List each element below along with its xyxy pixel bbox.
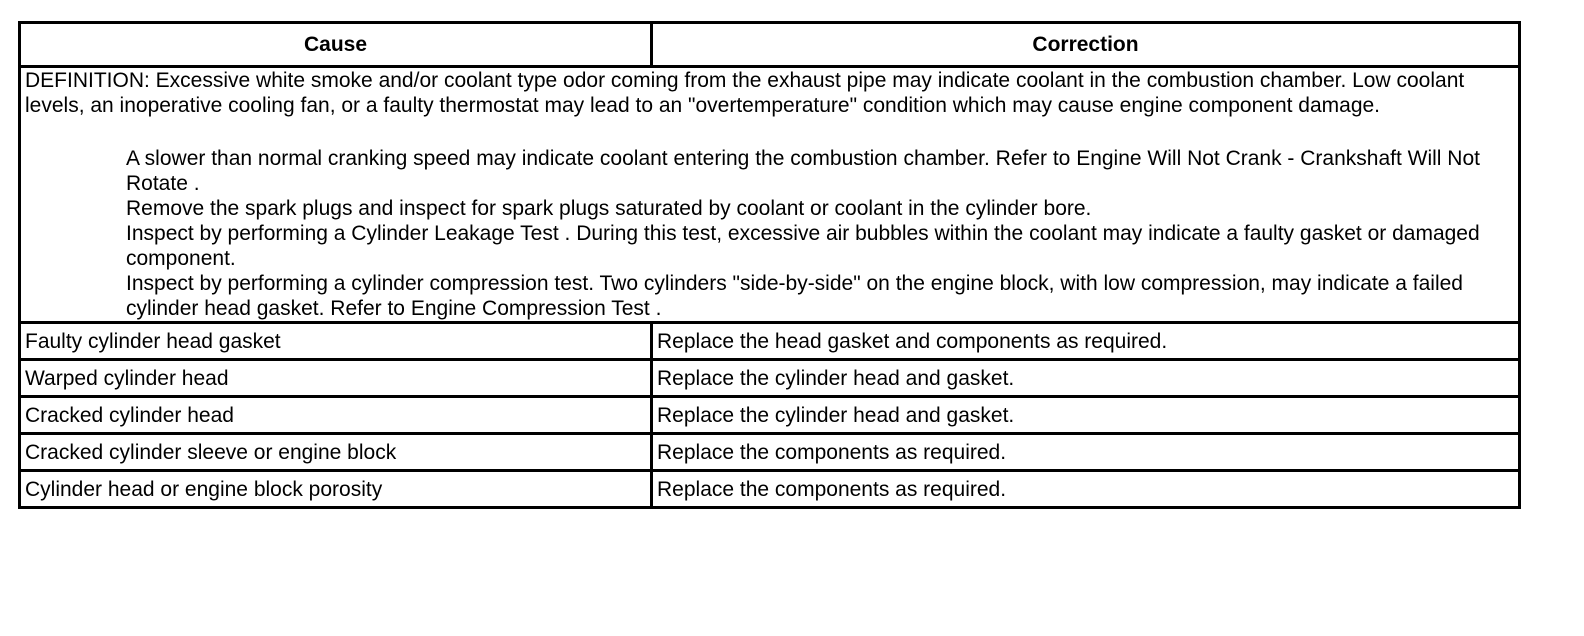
cause-cell: Cracked cylinder sleeve or engine block: [20, 434, 652, 471]
definition-text: DEFINITION: Excessive white smoke and/or coolant type odor coming from the exhaust pipe may indicate coolant in the combustion chamber. Low coolant levels, an inoperative cooling fan, or a faulty thermostat may lead to an "overtemperature" condition which may cause engine component damage.: [25, 69, 1465, 117]
correction-cell: Replace the cylinder head and gasket.: [652, 397, 1520, 434]
table-row: [20, 397, 1520, 434]
diagnostic-table: [18, 21, 1521, 509]
table-row: [20, 360, 1520, 397]
correction-cell: Replace the cylinder head and gasket.: [652, 360, 1520, 397]
correction-cell: Replace the head gasket and components as required.: [652, 323, 1520, 360]
cause-header: Cause: [20, 23, 652, 67]
table-row: [20, 434, 1520, 471]
cause-cell: Faulty cylinder head gasket: [20, 323, 652, 360]
correction-header: Correction: [652, 23, 1520, 67]
step-item: Remove the spark plugs and inspect for spark plugs saturated by coolant or coolant in the cylinder bore.: [126, 197, 1092, 220]
header-row: [20, 23, 1520, 67]
step-item: Inspect by performing a cylinder compression test. Two cylinders "side-by-side" on the engine block, with low compression, may indicate a failed cylinder head gasket. Refer to Engine Compression Test .: [126, 272, 1463, 320]
cause-cell: Cracked cylinder head: [20, 397, 652, 434]
definition-cell: [20, 67, 1520, 323]
step-item: A slower than normal cranking speed may indicate coolant entering the combustion chamber. Refer to Engine Will Not Crank - Crankshaft Will Not Rotate .: [126, 147, 1480, 195]
diagnostic-steps: [25, 146, 1514, 321]
step-item: Inspect by performing a Cylinder Leakage Test . During this test, excessive air bubbles within the coolant may indicate a faulty gasket or damaged component.: [126, 222, 1480, 270]
cause-cell: Cylinder head or engine block porosity: [20, 471, 652, 508]
cause-cell: Warped cylinder head: [20, 360, 652, 397]
correction-cell: Replace the components as required.: [652, 471, 1520, 508]
correction-cell: Replace the components as required.: [652, 434, 1520, 471]
table-row: [20, 323, 1520, 360]
table-row: [20, 471, 1520, 508]
definition-row: [20, 67, 1520, 323]
